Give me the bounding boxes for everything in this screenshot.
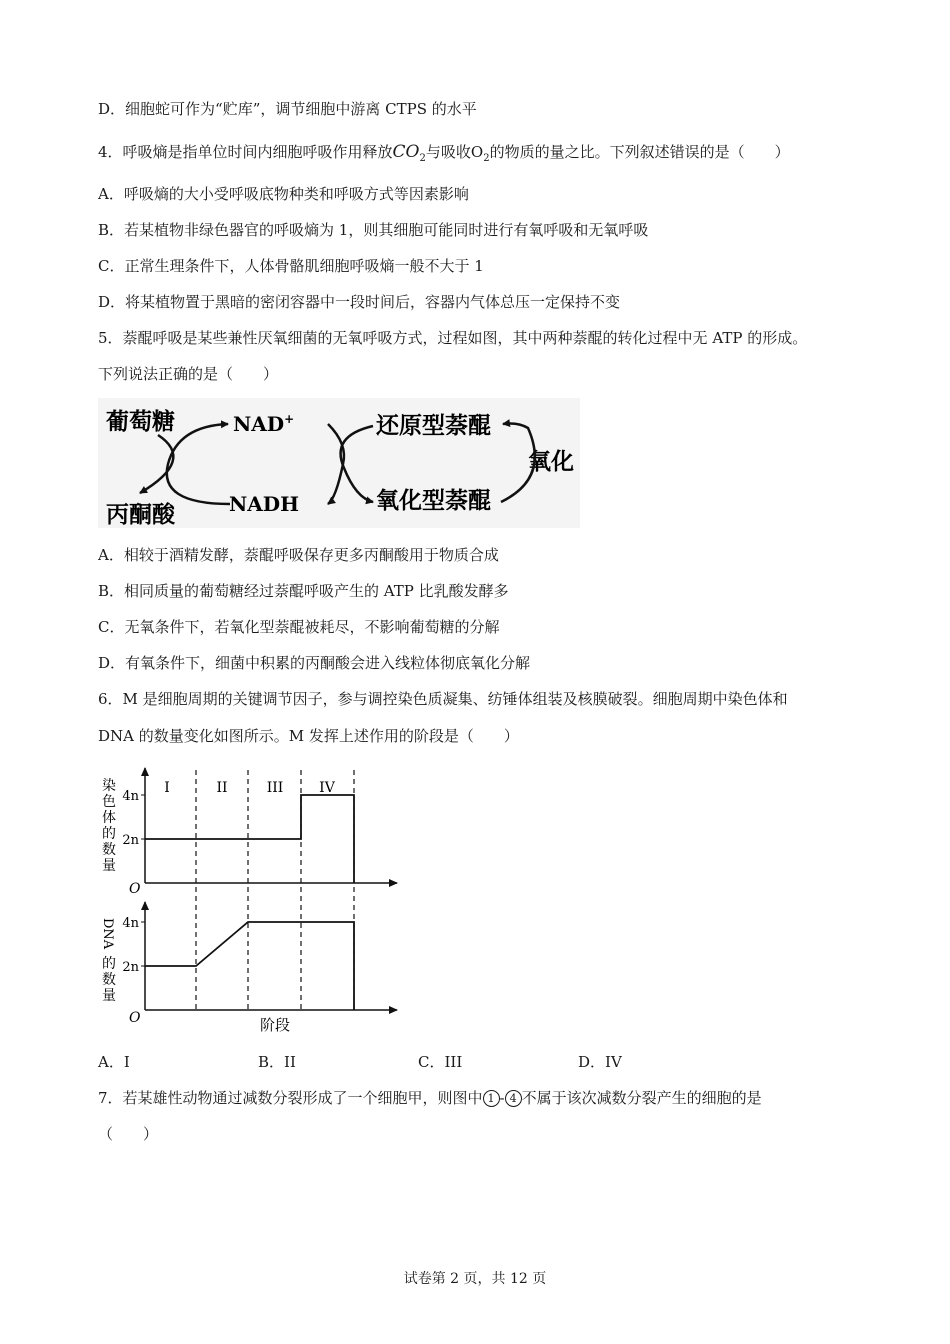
q6-option-b: B．II <box>258 1053 296 1071</box>
top-origin: O <box>129 881 141 897</box>
bottom-y-label-latin: DNA <box>100 918 115 950</box>
q4-option-d: D．将某植物置于黑暗的密闭容器中一段时间后，容器内气体总压一定保持不变 <box>98 293 621 311</box>
reduced-naphthoquinone-label: 还原型萘醌 <box>376 412 491 439</box>
cell-cycle-chart <box>95 760 405 1040</box>
co2-subscript: 2 <box>419 153 426 164</box>
q5-option-b: B．相同质量的葡萄糖经过萘醌呼吸产生的 ATP 比乳酸发酵多 <box>98 582 509 600</box>
q6-stem-line2: DNA 的数量变化如图所示。M 发挥上述作用的阶段是（ ） <box>98 727 519 745</box>
circled-number-4: 4 <box>505 1090 522 1107</box>
q3-option-d: D．细胞蛇可作为“贮库”，调节细胞中游离 CTPS 的水平 <box>98 100 477 118</box>
q5-stem-line2: 下列说法正确的是（ ） <box>98 365 279 383</box>
glucose-label: 葡萄糖 <box>106 408 175 435</box>
co2-formula: CO <box>392 142 420 162</box>
naphthoquinone-respiration-diagram <box>98 398 580 528</box>
q7-answer-paren: （ ） <box>98 1125 159 1143</box>
oxidation-label: 氧化 <box>528 448 574 475</box>
oxidized-naphthoquinone-label: 氧化型萘醌 <box>376 487 491 514</box>
bottom-origin: O <box>129 1010 141 1026</box>
q6-option-c: C．III <box>418 1053 463 1071</box>
stage-label-3: III <box>266 780 284 796</box>
stage-label-1: I <box>164 780 170 796</box>
q6-option-a: A．I <box>98 1053 130 1071</box>
q4-stem-part2: 与吸收 <box>425 143 471 161</box>
top-tick-label-4n: 4n <box>122 789 139 804</box>
q5-option-d: D．有氧条件下，细菌中积累的丙酮酸会进入线粒体彻底氧化分解 <box>98 654 531 672</box>
q7-dash: - <box>499 1089 505 1107</box>
o2-subscript: 2 <box>483 153 490 164</box>
q4-stem-part3: 的物质的量之比。下列叙述错误的是（ ） <box>489 143 790 161</box>
bottom-y-label: 的 数 量 <box>102 956 116 1004</box>
bottom-tick-label-2n: 2n <box>122 960 139 975</box>
o2-formula: O <box>470 143 484 161</box>
q4-option-c: C．正常生理条件下，人体骨骼肌细胞呼吸熵一般不大于 1 <box>98 257 484 275</box>
q5-option-c: C．无氧条件下，若氧化型萘醌被耗尽，不影响葡萄糖的分解 <box>98 618 500 636</box>
q7-stem-part1: 7．若某雄性动物通过减数分裂形成了一个细胞甲，则图中 <box>98 1089 483 1107</box>
q6-stem-line1: 6．M 是细胞周期的关键调节因子，参与调控染色质凝集、纺锤体组装及核膜破裂。细胞周期中染色体和 <box>98 690 788 708</box>
circled-number-1: 1 <box>483 1090 500 1107</box>
dna-count-line <box>145 922 354 1010</box>
q7-stem-part2: 不属于该次减数分裂产生的细胞的是 <box>521 1089 762 1107</box>
top-y-label: 染 色 体 的 数 量 <box>102 778 116 874</box>
page-footer: 试卷第 2 页，共 12 页 <box>403 1271 547 1287</box>
q4-stem-part1: 4．呼吸熵是指单位时间内细胞呼吸作用释放 <box>98 143 393 161</box>
top-tick-label-2n: 2n <box>122 833 139 848</box>
q4-option-b: B．若某植物非绿色器官的呼吸熵为 1，则其细胞可能同时进行有氧呼吸和无氧呼吸 <box>98 221 649 239</box>
bottom-tick-label-4n: 4n <box>122 916 139 931</box>
q5-stem-line1: 5．萘醌呼吸是某些兼性厌氧细菌的无氧呼吸方式，过程如图，其中两种萘醌的转化过程中无 ATP 的形成。 <box>98 329 808 347</box>
q4-option-a: A．呼吸熵的大小受呼吸底物种类和呼吸方式等因素影响 <box>98 185 469 203</box>
stage-label-4: IV <box>319 780 335 796</box>
chromosome-count-line <box>145 795 354 883</box>
nadh-label: NADH <box>229 492 300 516</box>
x-axis-label: 阶段 <box>259 1016 291 1034</box>
q5-option-a: A．相较于酒精发酵，萘醌呼吸保存更多丙酮酸用于物质合成 <box>98 546 499 564</box>
q6-option-d: D．IV <box>578 1053 622 1071</box>
q7-stem <box>98 1087 762 1109</box>
pyruvate-label: 丙酮酸 <box>106 501 175 528</box>
nad-label: NAD+ <box>233 412 295 436</box>
q4-stem <box>98 141 790 170</box>
stage-label-2: II <box>216 780 228 796</box>
